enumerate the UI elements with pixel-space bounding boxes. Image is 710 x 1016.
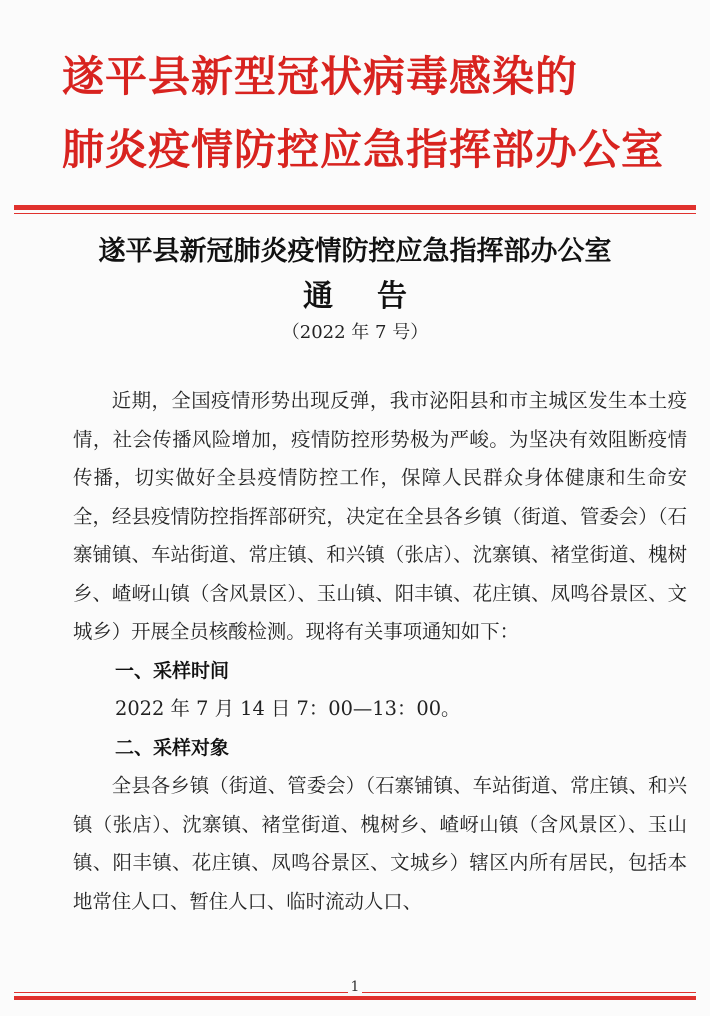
header-red-rule-thin — [14, 213, 696, 214]
page-number-text: 1 — [348, 979, 363, 995]
intro-paragraph: 近期，全国疫情形势出现反弹，我市泌阳县和市主城区发生本土疫情，社会传播风险增加，疫情防控形势极为严峻。为坚决有效阻断疫情传播，切实做好全县疫情防控工作，保障人民群众身体健康和生命安全，经县疫情防控指挥部研究，决定在全县各乡镇（街道、管委会）（石寨铺镇、车站街道、常庄镇、和兴镇（张店）、沈寨镇、褚堂街道、槐树乡、嵖岈山镇（含风景区）、玉山镇、阳丰镇、花庄镇、凤鸣谷景区、文城乡）开展全员核酸检测。现将有关事项通知如下： — [73, 389, 687, 643]
issuer-header-line2: 肺炎疫情防控应急指挥部办公室 — [62, 125, 665, 174]
section-heading-sampling-targets: 二、采样对象 — [115, 736, 230, 759]
notice-title: 遂平县新冠肺炎疫情防控应急指挥部办公室 — [98, 236, 612, 267]
sampling-targets-paragraph: 全县各乡镇（街道、管委会）（石寨铺镇、车站街道、常庄镇、和兴镇（张店）、沈寨镇、褚堂街道、槐树乡、嵖岈山镇（含风景区）、玉山镇、阳丰镇、花庄镇、凤鸣谷景区、文城乡）辖区内所有居民，包括本地常住人口、暂住人口、临时流动人口、 — [73, 774, 687, 913]
issuer-header-line1: 遂平县新型冠状病毒感染的 — [62, 52, 579, 101]
section-heading-sampling-time: 一、采样时间 — [115, 659, 230, 682]
notice-body — [73, 382, 687, 921]
sampling-time-text: 2022 年 7 月 14 日 7：00—13：00。 — [115, 697, 461, 720]
page-number — [0, 979, 710, 995]
notice-subtitle: 通告 — [303, 279, 451, 314]
header-red-rule-thick — [14, 205, 696, 210]
notice-number: （2022 年 7 号） — [281, 322, 429, 343]
footer-red-rule-thick — [14, 996, 696, 1000]
